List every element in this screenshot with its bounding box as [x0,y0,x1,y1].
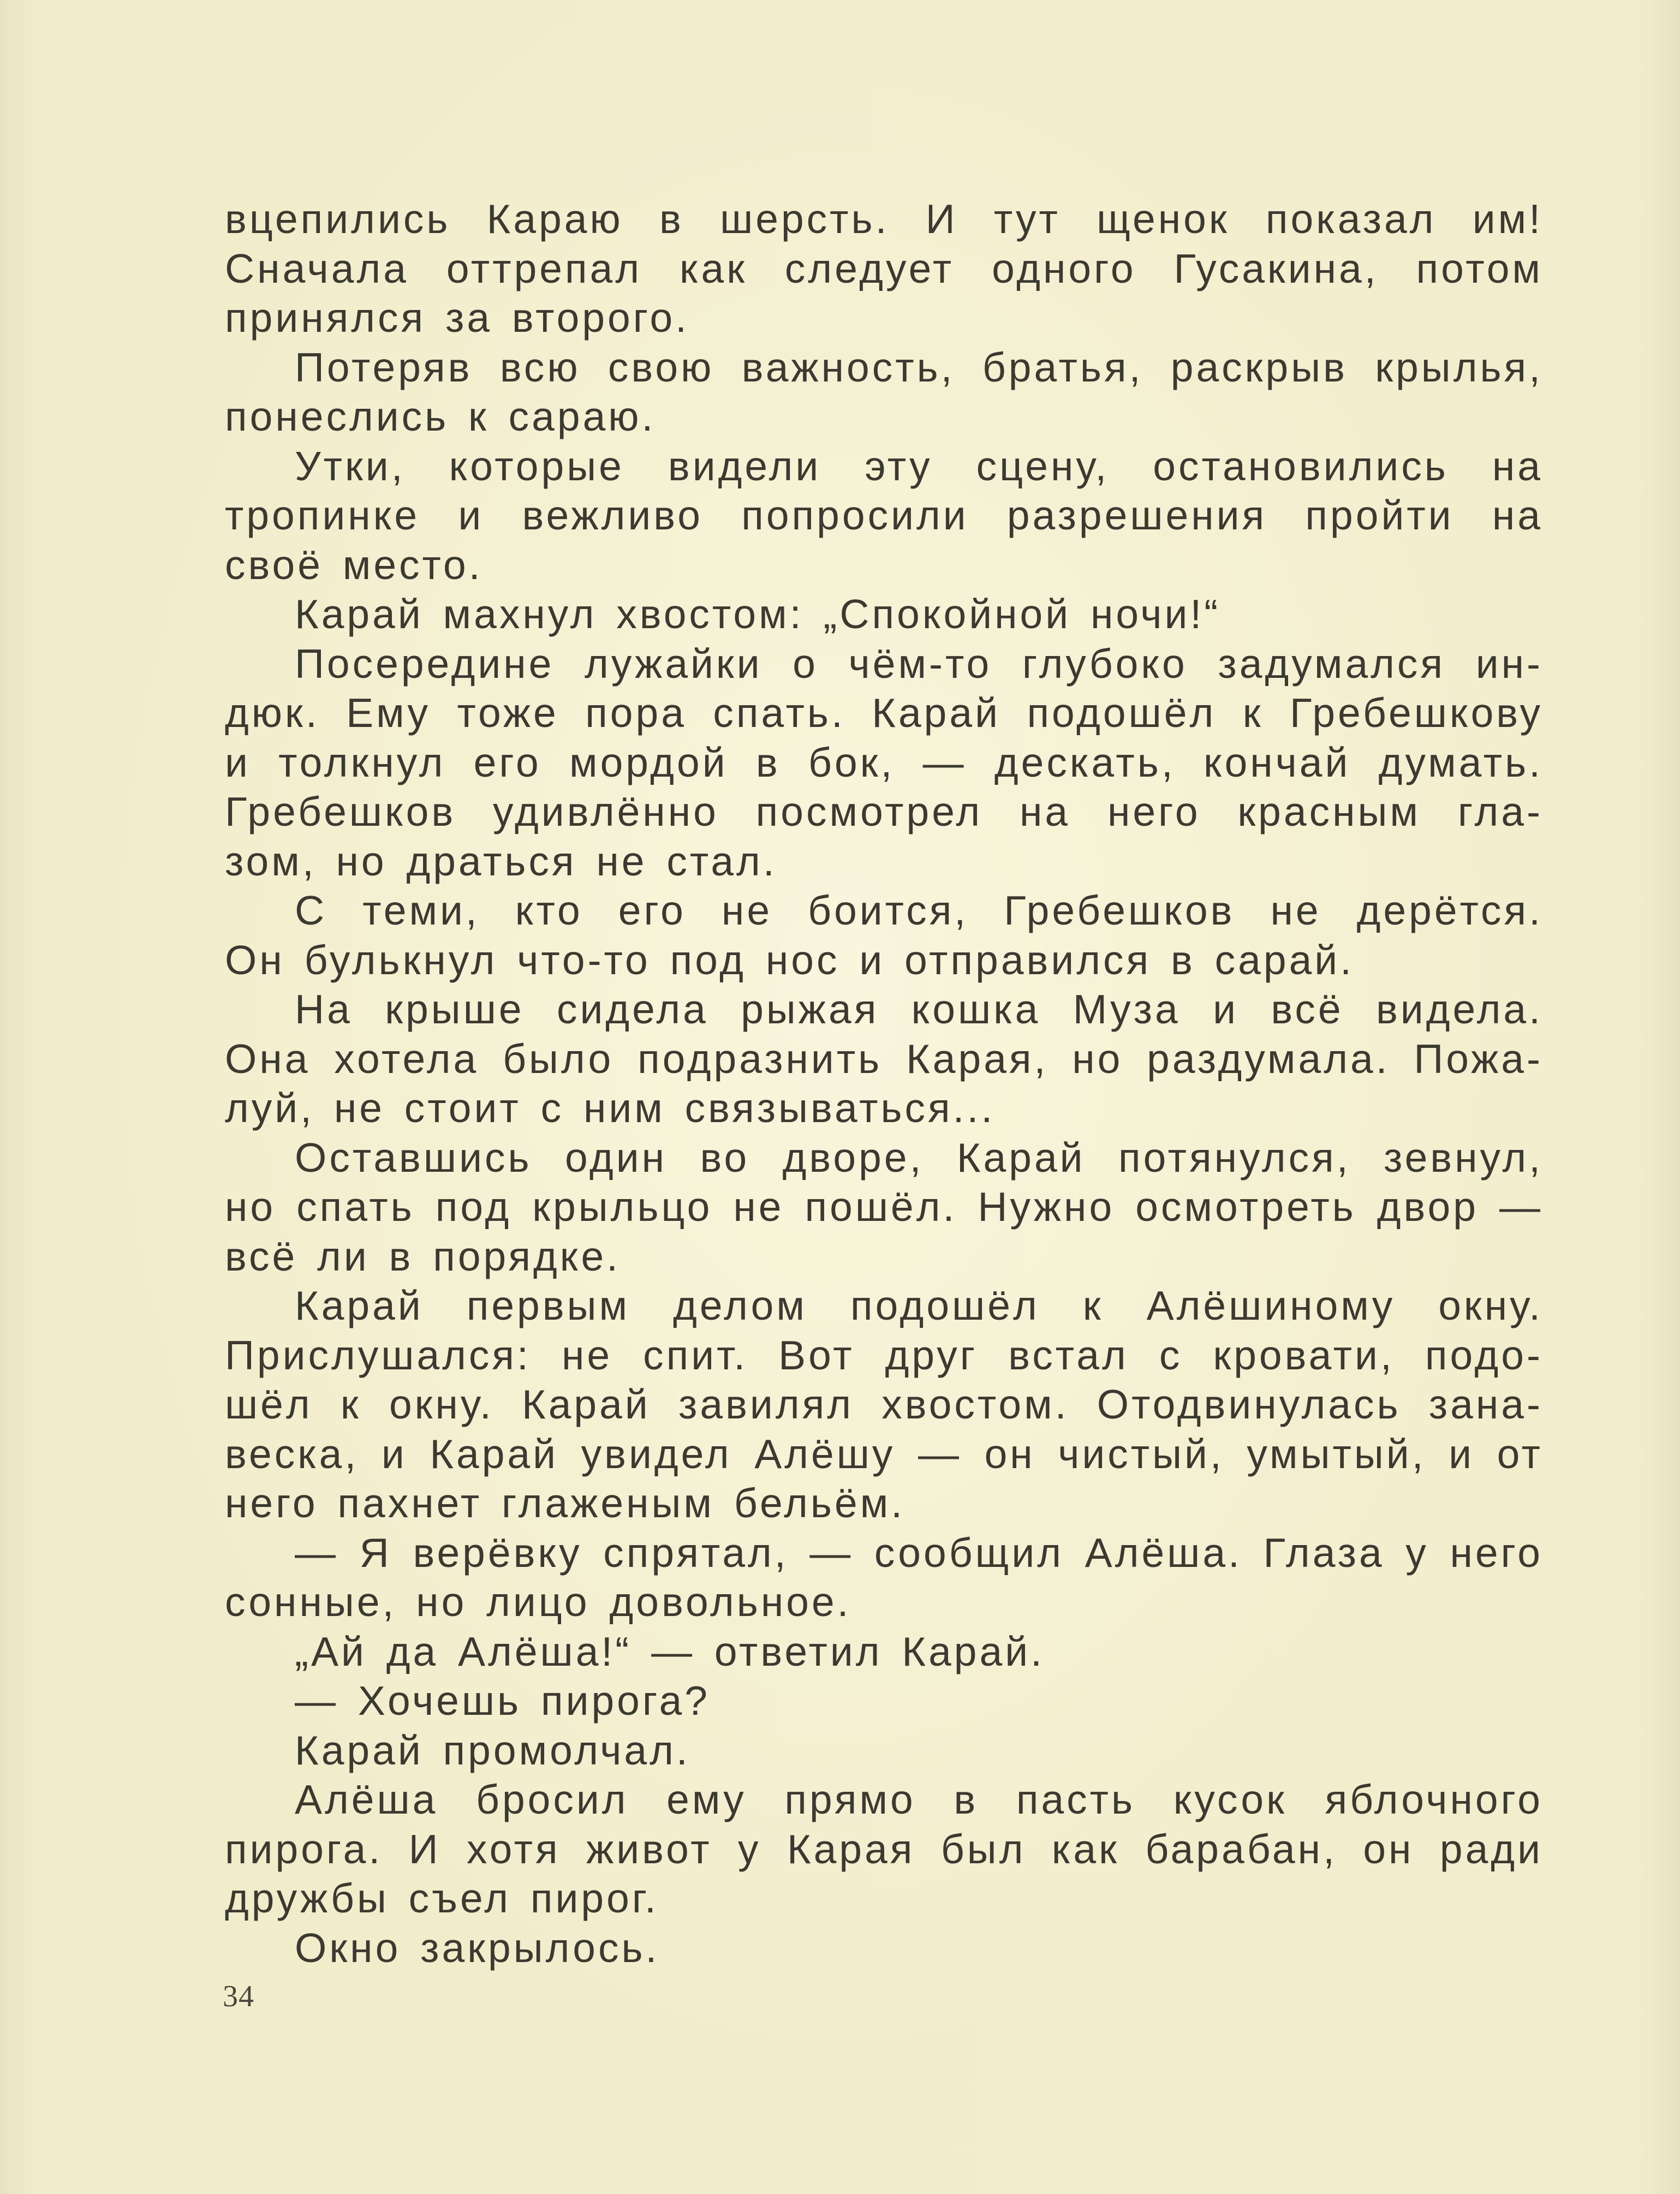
text-line: Карай первым делом подошёл к Алёшиному окну. [295,1283,1543,1328]
text-line: понеслись к сараю. [225,394,656,439]
text-line: Прислушался: не спит. Вот друг встал с кровати, подо- [225,1332,1543,1378]
text-line: Он булькнул что-то под нос и отправился в сарай. [225,937,1355,983]
text-line: Карай махнул хвостом: „Спокойной ночи!“ [295,591,1221,637]
text-line: шёл к окну. Карай завилял хвостом. Отодвинулась зана- [225,1381,1543,1427]
text-line: Оставшись один во дворе, Карай потянулся, зевнул, [295,1134,1543,1181]
text-line: него пахнет глаженым бельём. [225,1480,905,1526]
body-text [225,194,1543,1972]
text-line: — Я верёвку спрятал, — сообщил Алёша. Глаза у него [295,1529,1543,1576]
text-line: С теми, кто его не боится, Гребешков не дерётся. [295,887,1543,933]
text-line: всё ли в порядке. [225,1233,621,1279]
text-line: принялся за второго. [225,295,689,341]
text-line: Утки, которые видели эту сцену, остановились на [295,443,1543,489]
text-line: Гребешков удивлённо посмотрел на него красным гла- [225,789,1543,834]
text-line: „Ай да Алёша!“ — ответил Карай. [295,1628,1045,1674]
text-line: сонные, но лицо довольное. [225,1579,851,1625]
text-line: веска, и Карай увидел Алёшу — он чистый, умытый, и от [225,1430,1543,1477]
text-line: Окно закрылось. [295,1924,660,1971]
text-line: дюк. Ему тоже пора спать. Карай подошёл к Гребешкову [225,690,1543,736]
text-line: тропинке и вежливо попросили разрешения пройти на [225,492,1543,538]
text-line: Она хотела было подразнить Карая, но раздумала. Пожа- [225,1035,1543,1082]
text-line: Алёша бросил ему прямо в пасть кусок яблочного [295,1776,1543,1822]
text-line: и толкнул его мордой в бок, — дескать, кончай думать. [225,739,1543,785]
text-line: луй, не стоит с ним связываться... [225,1085,996,1131]
text-line: своё место. [225,541,483,588]
text-line: зом, но драться не стал. [225,838,777,884]
text-line: Потеряв всю свою важность, братья, раскрыв крылья, [295,344,1543,390]
text-line: вцепились Караю в шерсть. И тут щенок показал им! [225,196,1543,242]
text-line: — Хочешь пирога? [295,1678,711,1724]
text-line: но спать под крыльцо не пошёл. Нужно осмотреть двор — [225,1184,1543,1230]
text-line: Посередине лужайки о чём-то глубоко задумался ин- [295,640,1543,687]
page-number: 34 [223,1980,254,2013]
text-line: Сначала оттрепал как следует одного Гусакина, потом [225,245,1543,291]
text-line: На крыше сидела рыжая кошка Муза и всё видела. [295,986,1543,1032]
text-line: дружбы съел пирог. [225,1875,659,1921]
text-line: Карай промолчал. [295,1727,690,1773]
text-line: пирога. И хотя живот у Карая был как барабан, он ради [225,1826,1543,1872]
